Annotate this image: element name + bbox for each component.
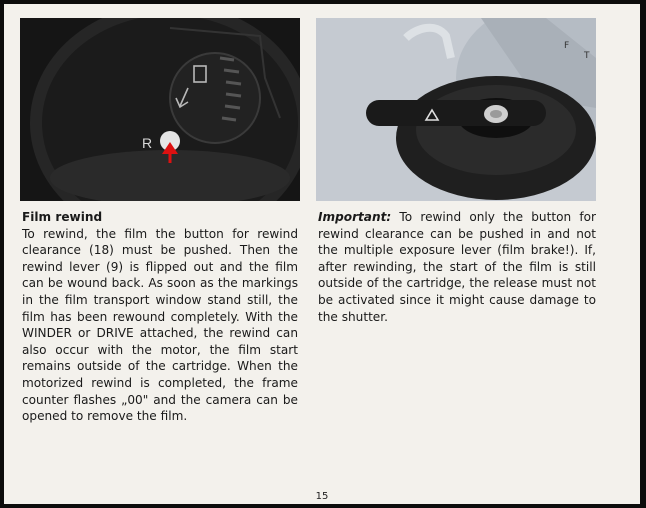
label-r: R: [142, 135, 153, 151]
rewind-lever-illustration: [316, 18, 596, 201]
important-body: To rewind only the button for rewind clearance can be pushed in and not the multiple exposure lever (film brake!). If, after rewinding, the start of the film is still outside of the cartridge, the release must not be activated since it might cause damage to the shutter.: [318, 210, 596, 324]
section-heading: Film rewind: [22, 210, 103, 224]
important-note: [318, 209, 596, 325]
mark-t: T: [584, 51, 590, 61]
section-body: To rewind, the film the button for rewind clearance (18) must be pushed. Then the rewind lever (9) is flipped out and the film can be wound back. As soon as the markings in the film transport window stand still, the film has been rewound completely. With the WINDER or DRIVE attached, the rewind can also occur with the motor, the film start remains outside of the cartridge. When the motorized rewind is completed, the frame counter flashes „00" and the camera can be opened to remove the film.: [22, 226, 298, 424]
manual-page: [4, 4, 640, 504]
film-rewind-section: [22, 209, 298, 425]
page-edge: [641, 0, 646, 508]
page-number: 15: [315, 491, 329, 502]
rewind-button-illustration: [20, 18, 300, 201]
rewind-lever-photo: [316, 18, 596, 201]
important-label: Important:: [318, 210, 392, 224]
mark-f: F: [564, 41, 570, 51]
rewind-button-photo: [20, 18, 300, 201]
